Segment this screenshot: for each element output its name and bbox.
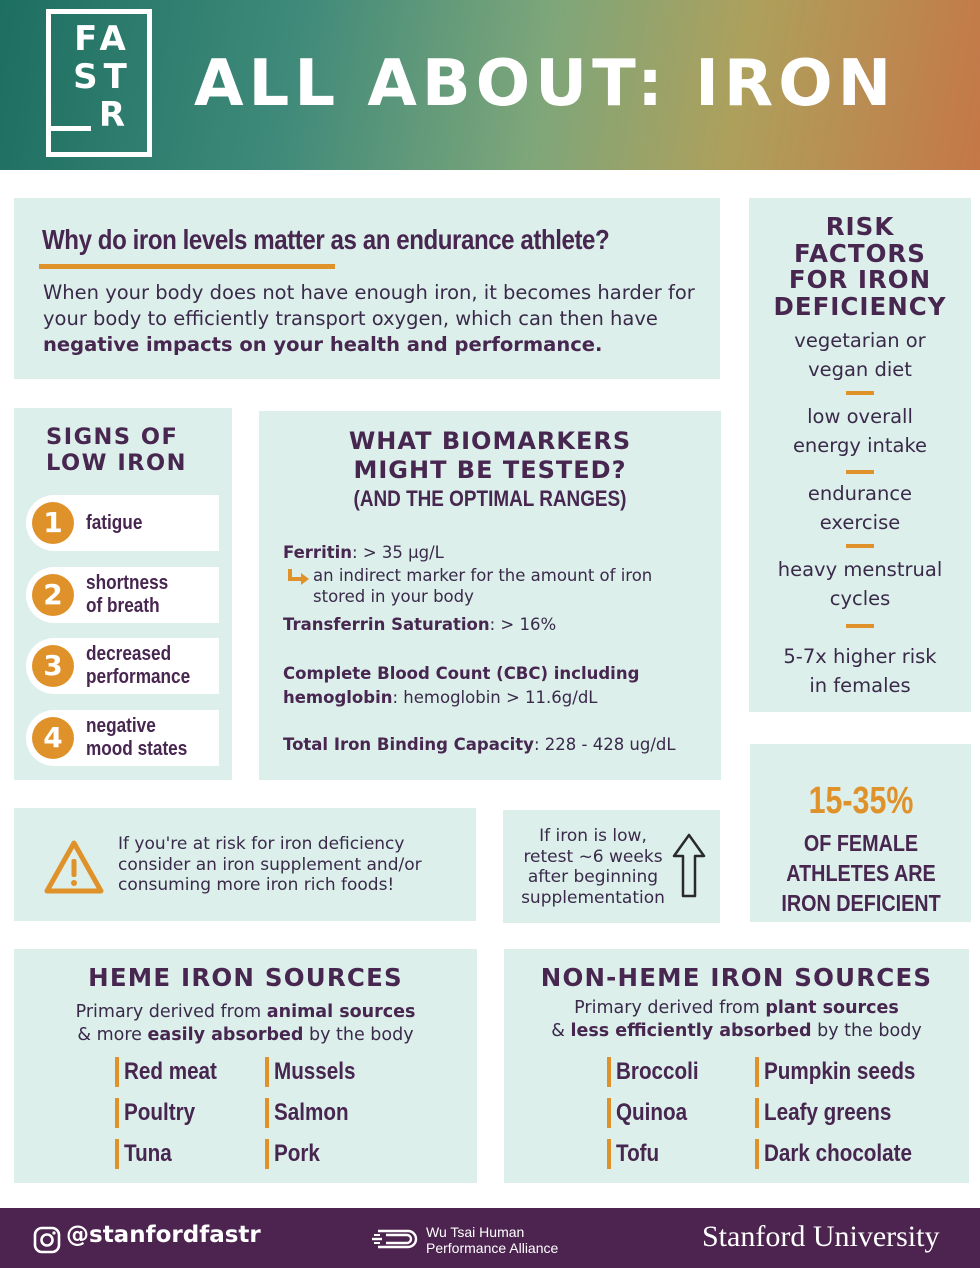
food-item: Red meat [115,1057,232,1087]
food-item: Pumpkin seeds [755,1057,940,1087]
sign-label: decreased performance [86,643,191,688]
desc-bold: animal sources [266,1002,416,1022]
nonheme-description [504,997,969,1043]
biomarkers-panel [259,411,721,780]
heme-sources-panel [14,949,477,1183]
transferrin-label: Transferrin Saturation [283,615,490,634]
heading-underline [39,264,335,269]
risk-item: endurance exercise [807,482,913,534]
desc-bold: less efficiently absorbed [570,1021,812,1041]
risk-separator [846,544,874,548]
cbc-value: : hemoglobin > 11.6g/dL [392,688,598,707]
tibc-line [283,734,713,756]
warning-text: If you're at risk for iron deficiency consider an iron supplement and/or consuming more iron rich foods! [118,834,422,895]
desc-text: & more [77,1025,148,1045]
logo-line-2: ST [73,57,133,97]
partner-name: Wu Tsai Human Performance Alliance [426,1224,559,1256]
sign-label: negative mood states [86,715,188,760]
food-item: Leafy greens [755,1098,912,1128]
wu-tsai-logo-icon [372,1226,420,1252]
cbc-label: Complete Blood Count (CBC) including hemoglobin [283,664,640,707]
retest-text: If iron is low, retest ~6 weeks after beginning supplementation [521,826,665,908]
ferritin-note: an indirect marker for the amount of iron stored in your body [313,566,653,606]
biomarkers-heading: WHAT BIOMARKERS MIGHT BE TESTED? [348,427,632,484]
fastr-logo [46,9,152,157]
turn-arrow-icon [287,568,311,588]
number-badge: 2 [32,574,74,616]
why-heading: Why do iron levels matter as an endurance athlete? [42,224,610,255]
instagram-handle[interactable]: @stanfordfastr [66,1222,261,1248]
desc-text: & [551,1021,571,1041]
desc-text: Primary derived from [75,1002,267,1022]
stat-value: 15-35% [808,780,914,822]
retest-panel [503,810,720,923]
food-item: Poultry [115,1098,207,1128]
number-badge: 1 [32,502,74,544]
sign-item [26,638,219,694]
logo-line-1: FA [74,19,132,59]
risk-separator [846,391,874,395]
food-item: Tofu [607,1139,666,1169]
heme-heading: HEME IRON SOURCES [88,963,403,992]
food-item: Tuna [115,1139,180,1169]
risk-item: heavy menstrual cycles [777,558,943,610]
up-arrow-icon [671,832,707,900]
logo-line-3: R [98,95,132,135]
food-item: Broccoli [607,1057,712,1087]
risk-item: 5-7x higher risk in females [783,645,937,697]
risk-factors-heading: RISK FACTORS FOR IRON DEFICIENCY [773,212,947,321]
warning-panel [14,808,476,921]
header-banner [0,0,980,170]
signs-panel [14,408,232,780]
sign-item [26,710,219,766]
ferritin-line [283,542,713,564]
why-paragraph [43,280,703,358]
number-badge: 3 [32,645,74,687]
desc-text: by the body [303,1025,414,1045]
university-name: Stanford University [702,1220,940,1253]
risk-separator [846,624,874,628]
risk-factors-panel [749,198,971,712]
desc-text: by the body [811,1021,922,1041]
tibc-label: Total Iron Binding Capacity [283,735,534,754]
stat-panel [750,744,971,922]
desc-text: Primary derived from [574,998,766,1018]
food-item: Mussels [265,1057,369,1087]
nonheme-heading: NON-HEME IRON SOURCES [540,963,933,992]
stat-label: OF FEMALE ATHLETES ARE IRON DEFICIENT [781,830,941,916]
food-item: Dark chocolate [755,1139,936,1169]
food-item: Quinoa [607,1098,699,1128]
nonheme-sources-panel [504,949,969,1183]
cbc-line [283,662,663,710]
risk-separator [846,470,874,474]
biomarkers-subheading: (AND THE OPTIMAL RANGES) [353,486,627,511]
warning-icon [43,839,105,895]
transferrin-value: : > 16% [489,615,557,634]
signs-heading: SIGNS OF LOW IRON [46,424,187,476]
desc-bold: plant sources [765,998,899,1018]
sign-item [26,495,219,551]
risk-item: vegetarian or vegan diet [794,329,926,381]
ferritin-value: : > 35 µg/L [352,543,444,562]
number-badge: 4 [32,717,74,759]
sign-label: fatigue [86,511,143,534]
why-text-bold: negative impacts on your health and performance. [43,333,603,356]
heme-description [14,1001,477,1047]
sign-label: shortness of breath [86,572,169,617]
why-panel [14,198,720,379]
footer-bar [0,1208,980,1268]
why-text-plain: When your body does not have enough iron, it becomes harder for your body to efficiently transport oxygen, which can then have [43,281,695,330]
food-item: Salmon [265,1098,361,1128]
logo-bar [51,126,91,131]
transferrin-line [283,614,713,636]
page-title: ALL ABOUT: IRON [194,47,897,121]
risk-item: low overall energy intake [792,405,928,457]
instagram-icon[interactable] [33,1226,61,1254]
tibc-value: : 228 - 428 ug/dL [533,735,676,754]
food-item: Pork [265,1139,327,1169]
sign-item [26,567,219,623]
ferritin-label: Ferritin [283,543,353,562]
desc-bold: easily absorbed [147,1025,304,1045]
